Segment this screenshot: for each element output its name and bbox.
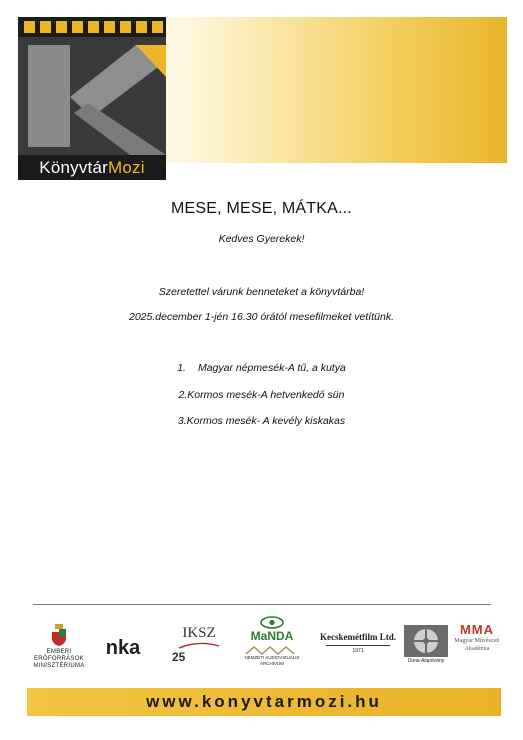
mma-wordmark: MMA xyxy=(459,622,495,637)
iksz-years: 25 xyxy=(172,650,186,664)
film-reel-icon xyxy=(403,624,449,658)
logo-wordmark xyxy=(18,155,166,180)
kecskemetfilm-wordmark: Kecskemétfilm Ltd. xyxy=(320,632,396,642)
kecskemetfilm-rule xyxy=(326,645,390,646)
iksz-logo xyxy=(168,624,230,664)
film-strip-icon xyxy=(18,17,166,37)
konyvtarmozi-logo xyxy=(18,17,166,177)
film-item xyxy=(0,415,523,427)
manda-wordmark: MaNDA xyxy=(250,629,294,643)
mma-logo xyxy=(452,622,502,653)
film-item-title: Magyar népmesék-A tű, a kutya xyxy=(197,362,346,374)
nka-wordmark: nka xyxy=(105,637,141,659)
mma-caption: Magyar Művészeti Akadémia xyxy=(454,638,500,652)
coat-of-arms-icon xyxy=(51,624,67,646)
logo-word-konyvtar: Könyvtár xyxy=(39,158,108,177)
film-item-title: 2.Kormos mesék-A hetvenkedő sün xyxy=(178,389,345,401)
duna-logo xyxy=(402,624,450,665)
kecskemetfilm-year: 1971 xyxy=(352,648,364,654)
logo-word-mozi: Mozi xyxy=(107,158,145,177)
eye-icon xyxy=(260,616,284,629)
website-url-bar: www.konyvtarmozi.hu xyxy=(27,688,501,716)
manda-logo xyxy=(236,616,308,667)
kecskemetfilm-logo xyxy=(320,632,396,655)
nka-logo xyxy=(98,636,148,660)
manda-caption: NEMZETI AUDIOVIZUÁLIS ARCHÍVUM xyxy=(244,655,300,666)
schedule: 2025.december 1-jén 16.30 órától mesefilmeket vetítünk. xyxy=(129,311,394,323)
zigzag-icon xyxy=(244,645,300,655)
sponsor-divider xyxy=(33,604,491,605)
film-item-number: 1. xyxy=(177,362,186,374)
iksz-wordmark: IKSZ xyxy=(182,625,216,641)
event-title: MESE, MESE, MÁTKA... xyxy=(171,200,352,217)
greeting: Kedves Gyerekek! xyxy=(218,233,305,245)
film-item xyxy=(0,389,523,401)
invitation: Szeretettel várunk benneteket a könyvtárba! xyxy=(158,286,365,298)
film-item-title: 3.Kormos mesék- A kevély kiskakas xyxy=(177,415,346,427)
iksz-swoosh-icon xyxy=(177,642,221,650)
emmi-name: EMBERI ERŐFORRÁSOK MINISZTÉRIUMA xyxy=(33,649,85,669)
emmi-logo xyxy=(24,624,94,670)
k-letter-icon xyxy=(18,37,166,155)
duna-name: Duna Alapítvány xyxy=(407,658,445,664)
film-item xyxy=(0,362,523,374)
